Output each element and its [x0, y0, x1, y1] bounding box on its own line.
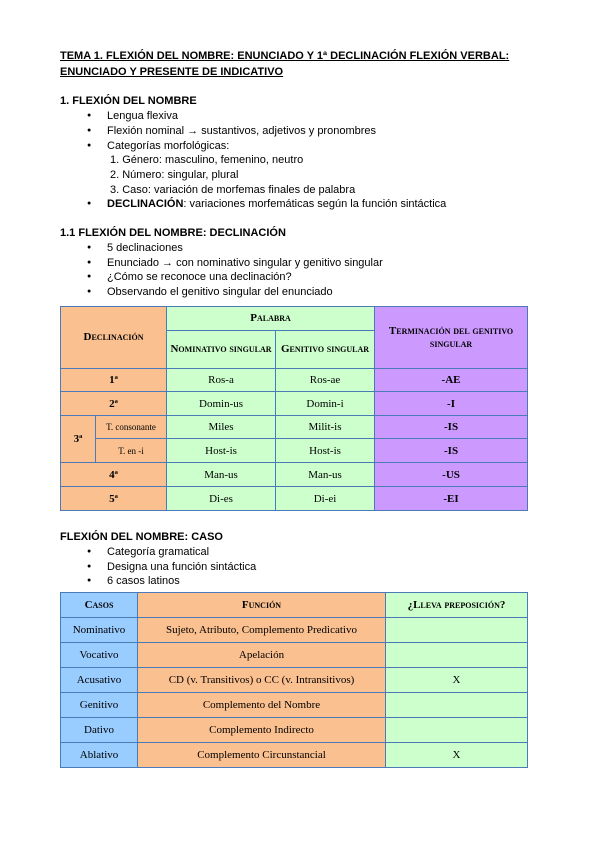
- table-row: Ablativo Complemento Circunstancial X: [61, 743, 528, 768]
- list-item: ● Designa una función sintáctica: [88, 560, 256, 574]
- table-row: 3ª T. consonante Miles Milit-is -IS: [61, 416, 528, 439]
- list-item: ● Lengua flexiva: [88, 109, 178, 123]
- table-row: Genitivo Complemento del Nombre: [61, 693, 528, 718]
- header-preposicion: ¿Lleva preposición?: [386, 593, 528, 618]
- list-item: ● Categoría gramatical: [88, 545, 209, 559]
- list-item: ● Flexión nominal → sustantivos, adjetivos y pronombres: [88, 124, 376, 138]
- header-casos: Casos: [61, 593, 138, 618]
- table-row: Vocativo Apelación: [61, 643, 528, 668]
- header-genitivo: Genitivo singular: [276, 331, 375, 369]
- doc-title-line2: ENUNCIADO Y PRESENTE DE INDICATIVO: [60, 66, 284, 78]
- table-row: 4ª Man-us Man-us -US: [61, 463, 528, 487]
- section-heading: FLEXIÓN DEL NOMBRE: CASO: [60, 531, 223, 543]
- header-terminacion: Terminación del genitivo singular: [375, 307, 528, 369]
- numbered-item: 1. Género: masculino, femenino, neutro: [110, 154, 304, 166]
- table-row: T. en -i Host-is Host-is -IS: [61, 439, 528, 463]
- table-row: Nominativo Sujeto, Atributo, Complemento Predicativo: [61, 618, 528, 643]
- header-nominativo: Nominativo singular: [167, 331, 276, 369]
- numbered-item: 3. Caso: variación de morfemas finales de palabra: [110, 184, 356, 196]
- list-item: ● 6 casos latinos: [88, 574, 180, 588]
- list-item: ● ¿Cómo se reconoce una declinación?: [88, 270, 292, 284]
- table-row: 5ª Di-es Di-ei -EI: [61, 487, 528, 511]
- table-row: 1ª Ros-a Ros-ae -AE: [61, 369, 528, 392]
- table-row: Dativo Complemento Indirecto: [61, 718, 528, 743]
- list-item: ● Observando el genitivo singular del enunciado: [88, 285, 333, 299]
- table-row: Acusativo CD (v. Transitivos) o CC (v. Intransitivos) X: [61, 668, 528, 693]
- numbered-item: 2. Número: singular, plural: [110, 169, 239, 181]
- table-row: 2ª Domin-us Domin-i -I: [61, 392, 528, 416]
- section-heading: 1.1 FLEXIÓN DEL NOMBRE: DECLINACIÓN: [60, 227, 286, 239]
- list-item: ● Categorías morfológicas:: [88, 139, 229, 153]
- header-palabra: Palabra: [167, 307, 375, 331]
- list-item: ● DECLINACIÓN: variaciones morfemáticas según la función sintáctica: [88, 197, 446, 211]
- header-declinacion: Declinación: [61, 307, 167, 369]
- section-heading: 1. FLEXIÓN DEL NOMBRE: [60, 95, 197, 107]
- doc-title-line1: TEMA 1. FLEXIÓN DEL NOMBRE: ENUNCIADO Y 1ª DECLINACIÓN FLEXIÓN VERBAL:: [60, 50, 510, 62]
- list-item: ● Enunciado → con nominativo singular y genitivo singular: [88, 256, 383, 270]
- list-item: ● 5 declinaciones: [88, 241, 183, 255]
- declension-table: [60, 306, 528, 511]
- cases-table: [60, 592, 528, 768]
- header-funcion: Función: [138, 593, 386, 618]
